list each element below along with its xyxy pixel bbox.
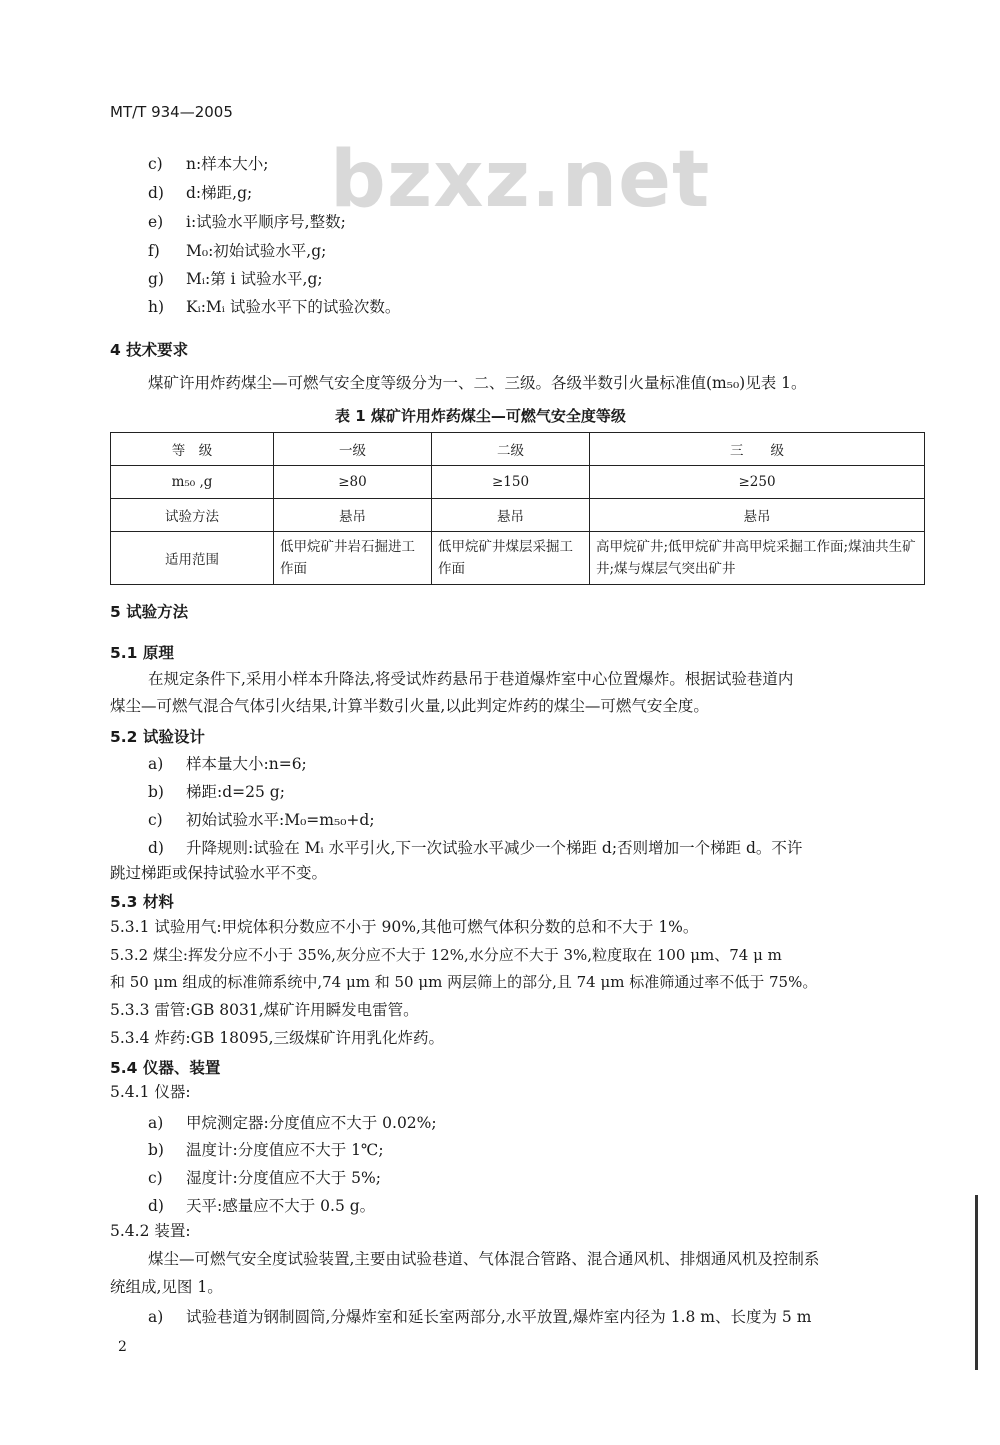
list-item: c) 初始试验水平:M₀=m₅₀+d;	[148, 811, 375, 829]
table-cell: 适用范围	[111, 532, 274, 585]
table-row	[111, 466, 925, 499]
paragraph: 5.3.4 炸药:GB 18095,三级煤矿许用乳化炸药。	[110, 1029, 445, 1047]
table-cell: 悬吊	[590, 499, 925, 532]
section-5-2-heading: 5.2 试验设计	[110, 728, 205, 746]
paragraph: 煤尘—可燃气混合气体引火结果,计算半数引火量,以此判定炸药的煤尘—可燃气安全度。	[110, 697, 709, 715]
list-item: a) 样本量大小:n=6;	[148, 755, 307, 773]
paragraph: 5.3.2 煤尘:挥发分应不小于 35%,灰分应不大于 12%,水分应不大于 3%,粒度取在 100 μm、74 μ m	[110, 946, 782, 964]
list-item: d) d:梯距,g;	[148, 184, 253, 202]
section-4-paragraph: 煤矿许用炸药煤尘—可燃气安全度等级分为一、二、三级。各级半数引火量标准值(m₅₀)见表 1。	[148, 374, 807, 392]
table-cell: 二级	[432, 433, 590, 466]
standard-code: MT/T 934—2005	[110, 103, 233, 121]
table-cell: 一级	[274, 433, 432, 466]
list-item: a) 试验巷道为钢制圆筒,分爆炸室和延长室两部分,水平放置,爆炸室内径为 1.8 m、长度为 5 m	[148, 1308, 812, 1326]
table-cell: m₅₀ ,g	[111, 466, 274, 499]
section-4-heading: 4 技术要求	[110, 341, 189, 359]
list-item: g) Mᵢ:第 i 试验水平,g;	[148, 270, 323, 288]
table-cell: 悬吊	[274, 499, 432, 532]
table-cell: ≥250	[590, 466, 925, 499]
paragraph: 统组成,见图 1。	[110, 1278, 223, 1296]
paragraph: 5.3.1 试验用气:甲烷体积分数应不小于 90%,其他可燃气体积分数的总和不大于 1%。	[110, 918, 699, 936]
list-item: a) 甲烷测定器:分度值应不大于 0.02%;	[148, 1114, 437, 1132]
table-cell: 低甲烷矿井煤层采掘工作面	[432, 532, 590, 585]
paragraph: 5.3.3 雷管:GB 8031,煤矿许用瞬发电雷管。	[110, 1001, 419, 1019]
list-item: e) i:试验水平顺序号,整数;	[148, 213, 346, 231]
table-row	[111, 433, 925, 466]
paragraph: 煤尘—可燃气安全度试验装置,主要由试验巷道、气体混合管路、混合通风机、排烟通风机及控制系	[148, 1250, 820, 1268]
paragraph: 跳过梯距或保持试验水平不变。	[110, 864, 328, 882]
watermark: bzxz.net	[330, 135, 711, 225]
section-5-heading: 5 试验方法	[110, 603, 189, 621]
table-cell: 低甲烷矿井岩石掘进工作面	[274, 532, 432, 585]
list-item: c) n:样本大小;	[148, 155, 269, 173]
table-title: 表 1 煤矿许用炸药煤尘—可燃气安全度等级	[335, 407, 626, 425]
paragraph: 和 50 μm 组成的标准筛系统中,74 μm 和 50 μm 两层筛上的部分,且 74 μm 标准筛通过率不低于 75%。	[110, 973, 818, 991]
list-item: b) 温度计:分度值应不大于 1℃;	[148, 1141, 384, 1159]
list-item: d) 天平:感量应不大于 0.5 g。	[148, 1197, 376, 1215]
table-cell: 三 级	[590, 433, 925, 466]
table-cell: 试验方法	[111, 499, 274, 532]
table-row	[111, 499, 925, 532]
table-cell: ≥150	[432, 466, 590, 499]
table-cell: 等 级	[111, 433, 274, 466]
paragraph: 5.4.1 仪器:	[110, 1083, 191, 1101]
section-5-4-heading: 5.4 仪器、装置	[110, 1059, 221, 1077]
section-5-3-heading: 5.3 材料	[110, 893, 174, 911]
list-item: d) 升降规则:试验在 Mᵢ 水平引火,下一次试验水平减少一个梯距 d;否则增加一个梯距 d。不许	[148, 839, 803, 857]
table-cell: ≥80	[274, 466, 432, 499]
paragraph: 5.4.2 装置:	[110, 1222, 191, 1240]
list-item: f) M₀:初始试验水平,g;	[148, 242, 327, 260]
list-item: c) 湿度计:分度值应不大于 5%;	[148, 1169, 381, 1187]
section-5-1-heading: 5.1 原理	[110, 644, 174, 662]
list-item: b) 梯距:d=25 g;	[148, 783, 285, 801]
paragraph: 在规定条件下,采用小样本升降法,将受试炸药悬吊于巷道爆炸室中心位置爆炸。根据试验巷道内	[148, 670, 794, 688]
list-item: h) Kᵢ:Mᵢ 试验水平下的试验次数。	[148, 298, 401, 316]
scan-edge-line	[975, 1195, 978, 1370]
table-cell: 高甲烷矿井;低甲烷矿井高甲烷采掘工作面;煤油共生矿井;煤与煤层气突出矿井	[590, 532, 925, 585]
table-row	[111, 532, 925, 585]
table-cell: 悬吊	[432, 499, 590, 532]
page-number: 2	[118, 1339, 127, 1355]
grade-table	[110, 432, 925, 585]
